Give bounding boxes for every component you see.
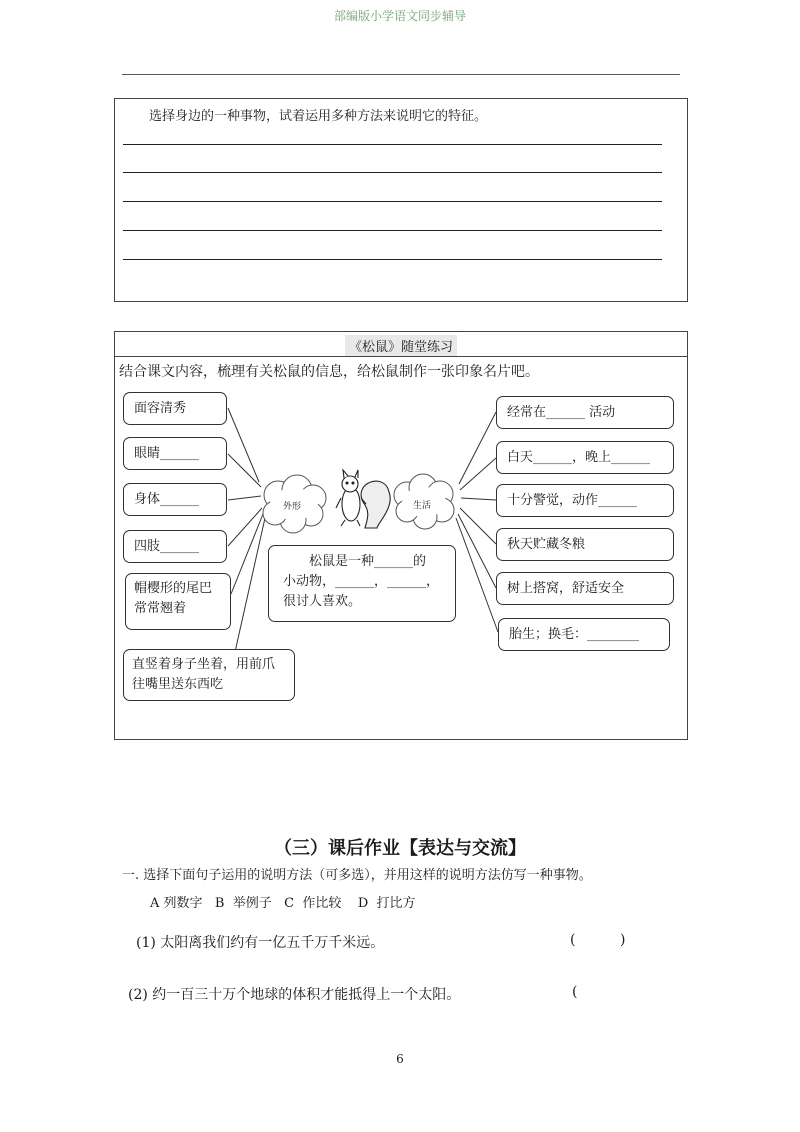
lifestyle-label: 生活 (413, 501, 432, 511)
exercise-intro: 结合课文内容，梳理有关松鼠的信息，给松鼠制作一张印象名片吧。 (119, 364, 539, 380)
left-card: 四肢______ (123, 530, 227, 563)
appearance-cloud (263, 475, 326, 533)
answer-paren-2[interactable]: ( (572, 984, 578, 1000)
right-card: 十分警觉，动作______ (496, 484, 674, 517)
method-options: A 列数字 B 举例子 C 作比较 D 打比方 (150, 896, 416, 911)
right-card: 树上搭窝，舒适安全 (496, 572, 674, 605)
answer-line[interactable] (123, 230, 662, 231)
page-header: 部编版小学语文同步辅导 (333, 9, 466, 23)
appearance-label: 外形 (283, 502, 302, 512)
answer-line[interactable] (123, 259, 662, 260)
question-prompt: 一. 选择下面句子运用的说明方法（可多选），并用这样的说明方法仿写一种事物。 (122, 868, 592, 883)
question-item-2: (2) 约一百三十万个地球的体积才能抵得上一个太阳。 (128, 987, 461, 1003)
summary-line: 很讨人喜欢。 (283, 594, 362, 609)
right-card: 白天______，晚上______ (496, 441, 674, 474)
writing-prompt: 选择身边的一种事物，试着运用多种方法来说明它的特征。 (149, 109, 488, 124)
summary-card (268, 545, 456, 622)
answer-line[interactable] (123, 172, 662, 173)
exercise-title: 《松鼠》随堂练习 (345, 335, 457, 356)
right-card: 秋天贮藏冬粮 (496, 528, 674, 561)
header-rule (122, 74, 680, 75)
summary-line: 小动物，______，______， (283, 574, 440, 589)
squirrel-icon (336, 470, 390, 528)
right-card: 经常在______ 活动 (496, 396, 674, 429)
left-card: 眼睛______ (123, 437, 227, 470)
summary-line: 松鼠是一种______的 (309, 554, 427, 569)
left-card: 身体______ (123, 483, 227, 516)
page-number: 6 (396, 1052, 404, 1066)
right-card: 胎生；换毛：________ (498, 618, 670, 651)
left-card: 面容清秀 (123, 392, 227, 425)
left-card: 直竖着身子坐着，用前爪往嘴里送东西吃 (123, 649, 295, 701)
answer-line[interactable] (123, 144, 662, 145)
lifestyle-cloud (394, 474, 454, 529)
question-item-1: (1) 太阳离我们约有一亿五千万千米远。 (136, 935, 385, 951)
writing-box (114, 98, 688, 302)
answer-paren-1[interactable]: ( ) (570, 932, 626, 948)
section-title: （三）课后作业【表达与交流】 (274, 838, 526, 859)
left-card: 帽樱形的尾巴常常翘着 (125, 573, 231, 630)
squirrel-exercise-box (114, 331, 688, 740)
answer-line[interactable] (123, 201, 662, 202)
